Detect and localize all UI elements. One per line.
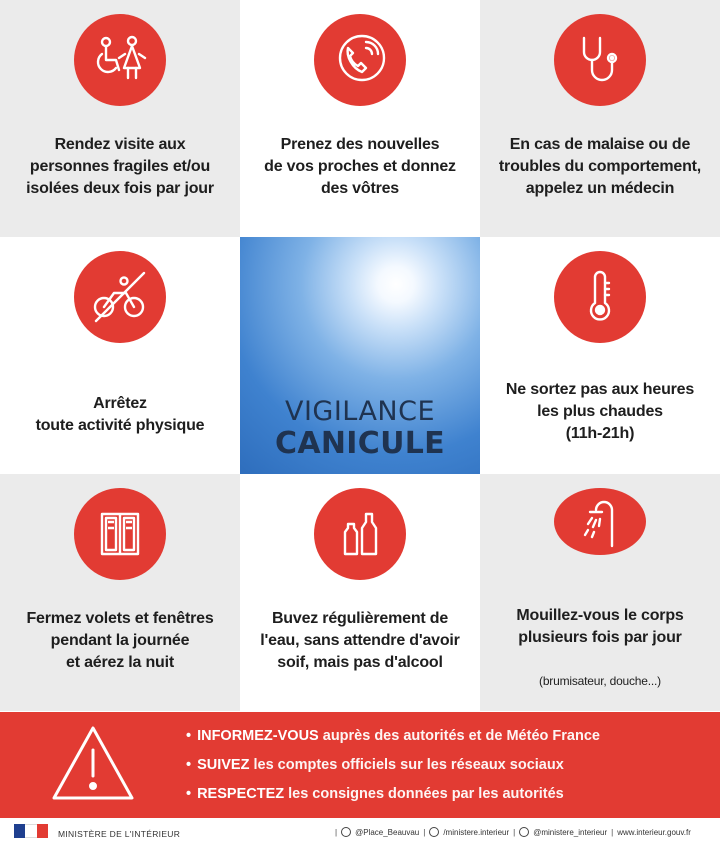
doctor-circle bbox=[554, 14, 646, 106]
advice-news-text: Prenez des nouvelles de vos proches et donnez des vôtres bbox=[264, 136, 456, 197]
advice-news bbox=[240, 0, 480, 237]
advice-hours bbox=[480, 237, 720, 474]
advice-visit bbox=[0, 0, 240, 237]
advice-shower-text bbox=[508, 583, 691, 711]
banner-item-key: INFORMEZ-VOUS bbox=[197, 728, 319, 744]
banner-item-rest: les comptes officiels sur les réseaux sociaux bbox=[253, 757, 564, 773]
advice-shutters-text: Fermez volets et fenêtres pendant la journée et aérez la nuit bbox=[26, 610, 214, 671]
no-cycling-icon bbox=[88, 265, 152, 329]
advice-doctor-text: En cas de malaise ou de troubles du comportement, appelez un médecin bbox=[498, 136, 702, 197]
website-link[interactable]: www.interieur.gouv.fr bbox=[617, 827, 691, 837]
advice-shower-sub: (brumisateur, douche...) bbox=[539, 674, 661, 688]
vigilance-title-line2: CANICULE bbox=[275, 426, 445, 461]
advice-shutters bbox=[0, 474, 240, 711]
bullet-dot: • bbox=[186, 757, 192, 773]
bullet-dot: • bbox=[186, 786, 192, 802]
social-links: | @Place_Beauvau | /ministere.interieur | @ministere_interieur | www.interieur.gouv.fr bbox=[335, 827, 691, 837]
phone-call-icon bbox=[328, 28, 392, 92]
advice-hours-text: Ne sortez pas aux heures les plus chaudes (11h-21h) bbox=[505, 381, 695, 442]
banner-item-rest: auprès des autorités et de Météo France bbox=[322, 728, 600, 744]
advice-activity-text: Arrêtez toute activité physique bbox=[35, 395, 205, 434]
advice-drink bbox=[240, 474, 480, 711]
bullet-dot: • bbox=[186, 728, 192, 744]
vigilance-title-line1: VIGILANCE bbox=[284, 396, 436, 427]
alert-banner bbox=[0, 712, 720, 818]
ministry-name: MINISTÈRE DE L'INTÉRIEUR bbox=[58, 829, 181, 839]
drink-circle bbox=[314, 488, 406, 580]
facebook-link[interactable]: /ministere.interieur bbox=[443, 827, 510, 837]
activity-circle bbox=[74, 251, 166, 343]
footer bbox=[0, 818, 720, 849]
republique-flag-logo bbox=[14, 824, 48, 838]
stethoscope-icon bbox=[568, 28, 632, 92]
shutters-circle bbox=[74, 488, 166, 580]
advice-visit-text: Rendez visite aux personnes fragiles et/ou isolées deux fois par jour bbox=[26, 136, 214, 197]
vigilance-title bbox=[240, 397, 480, 461]
thermometer-icon bbox=[568, 265, 632, 329]
banner-item-key: RESPECTEZ bbox=[197, 786, 285, 802]
hours-circle bbox=[554, 251, 646, 343]
advice-shower bbox=[480, 474, 720, 711]
banner-item-respect bbox=[186, 780, 600, 809]
instagram-icon bbox=[519, 827, 529, 837]
warning-triangle-icon bbox=[48, 722, 138, 806]
twitter-link[interactable]: @Place_Beauvau bbox=[355, 827, 420, 837]
advice-activity bbox=[0, 237, 240, 474]
advice-doctor bbox=[480, 0, 720, 237]
instagram-link[interactable]: @ministere_interieur bbox=[533, 827, 608, 837]
window-icon bbox=[88, 502, 152, 566]
banner-item-inform bbox=[186, 722, 600, 751]
news-circle bbox=[314, 14, 406, 106]
facebook-icon bbox=[429, 827, 439, 837]
banner-bullets bbox=[186, 722, 600, 809]
banner-item-key: SUIVEZ bbox=[197, 757, 250, 773]
bottles-icon bbox=[328, 502, 392, 566]
shower-circle bbox=[554, 488, 646, 555]
people-wheelchair-icon bbox=[88, 28, 152, 92]
banner-item-rest: les consignes données par les autorités bbox=[288, 786, 564, 802]
shower-icon bbox=[568, 490, 632, 554]
advice-shower-main: Mouillez-vous le corps plusieurs fois par jour bbox=[516, 607, 684, 646]
advice-drink-text: Buvez régulièrement de l'eau, sans attendre d'avoir soif, mais pas d'alcool bbox=[260, 610, 460, 671]
visit-circle bbox=[74, 14, 166, 106]
banner-item-follow bbox=[186, 751, 600, 780]
vigilance-canicule-panel bbox=[240, 237, 480, 474]
twitter-icon bbox=[341, 827, 351, 837]
